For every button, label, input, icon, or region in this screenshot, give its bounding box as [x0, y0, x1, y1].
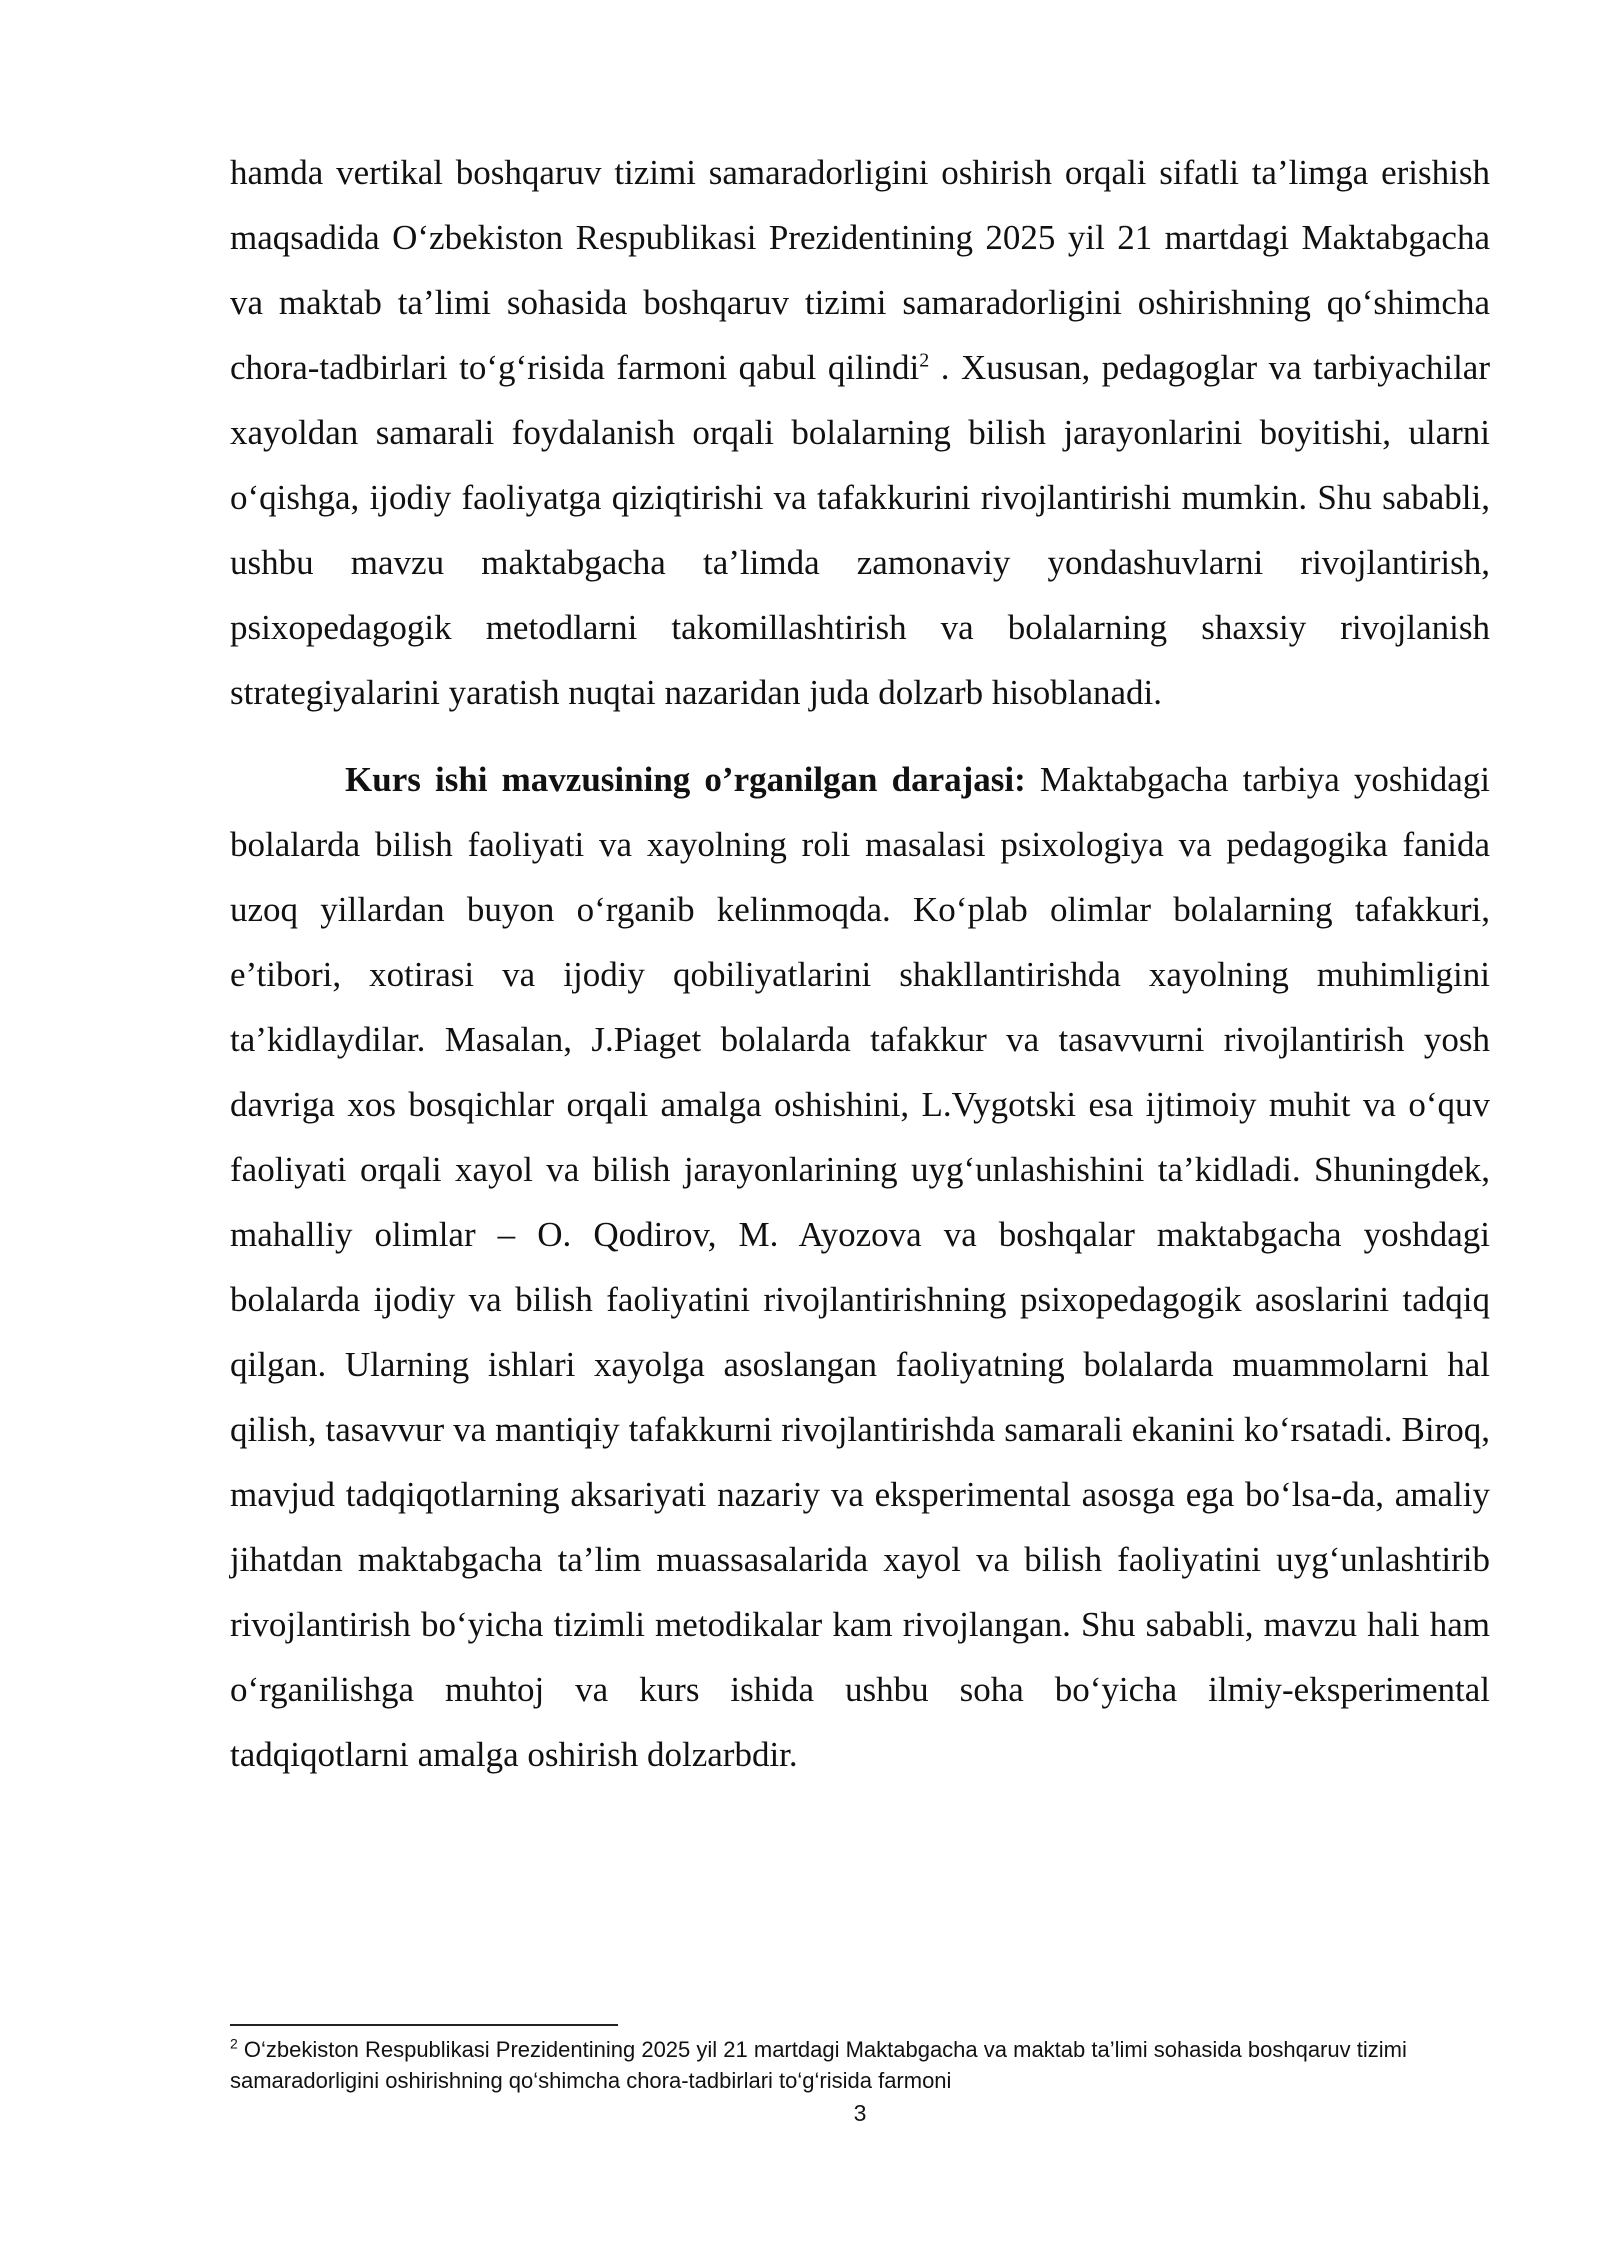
- footnote-reference[interactable]: 2: [919, 349, 930, 372]
- page-body: [230, 140, 1490, 1787]
- paragraph-study-level: [230, 747, 1490, 1787]
- footnote-separator: [230, 2024, 618, 2026]
- page-number: 3: [853, 2100, 867, 2126]
- footnote: [230, 2034, 1500, 2096]
- paragraph-1-text-after: . Xususan, pedagoglar va tarbiyachilar xayoldan samarali foydalanish orqali bolalarning bilish jarayonlarini boyitishi, ularni o‘qishga, ijodiy faoliyatga qiziqtirishi va tafakkurini rivojlantirishi mumkin. Shu sababli, ushbu mavzu maktabgacha ta’limda zamonaviy yondashuvlarni rivojlantirish, psixopedagogik metodlarni takomillashtirish va bolalarning shaxsiy rivojlanish strategiyalarini yaratish nuqtai nazaridan juda dolzarb hisoblanadi.: [230, 348, 1490, 712]
- paragraph-2-text: Maktabgacha tarbiya yoshidagi bolalarda bilish faoliyati va xayolning roli masalasi psixologiya va pedagogika fanida uzoq yillardan buyon o‘rganib kelinmoqda. Ko‘plab olimlar bolalarning tafakkuri, e’tibori, xotirasi va ijodiy qobiliyatlarini shakllantirishda xayolning muhimligini ta’kidlaydilar. Masalan, J.Piaget bolalarda tafakkur va tasavvurni rivojlantirish yosh davriga xos bosqichlar orqali amalga oshishini, L.Vygotski esa ijtimoiy muhit va o‘quv faoliyati orqali xayol va bilish jarayonlarining uyg‘unlashishini ta’kidladi. Shuningdek, mahalliy olimlar – O. Qodirov, M. Ayozova va boshqalar maktabgacha yoshdagi bolalarda ijodiy va bilish faoliyatini rivojlantirishning psixopedagogik asoslarini tadqiq qilgan. Ularning ishlari xayolga asoslangan faoliyatning bolalarda muammolarni hal qilish, tasavvur va mantiqiy tafakkurni rivojlantirishda samarali ekanini ko‘rsatadi. Biroq, mavjud tadqiqotlarning aksariyati nazariy va eksperimental asosga ega bo‘lsa-da, amaliy jihatdan maktabgacha ta’lim muassasalarida xayol va bilish faoliyatini uyg‘unlashtirib rivojlantirish bo‘yicha tizimli metodikalar kam rivojlangan. Shu sababli, mavzu hali ham o‘rganilishga muhtoj va kurs ishida ushbu soha bo‘yicha ilmiy-eksperimental tadqiqotlarni amalga oshirish dolzarbdir.: [230, 760, 1490, 1774]
- footnote-number: 2: [230, 2035, 238, 2052]
- section-lead-heading: Kurs ishi mavzusining o’rganilgan darajasi:: [345, 760, 1026, 799]
- paragraph-continuation: [230, 140, 1490, 725]
- footnote-text: O‘zbekiston Respublikasi Prezidentining 2025 yil 21 martdagi Maktabgacha va maktab ta’limi sohasida boshqaruv tizimi samaradorligini oshirishning qo‘shimcha chora-tadbirlari to‘g‘risida farmoni: [230, 2037, 1407, 2093]
- paragraph-1-text: hamda vertikal boshqaruv tizimi samaradorligini oshirish orqali sifatli ta’limga erishish maqsadida O‘zbekiston Respublikasi Prezidentining 2025 yil 21 martdagi Maktabgacha va maktab ta’limi sohasida boshqaruv tizimi samaradorligini oshirishning qo‘shimcha chora-tadbirlari to‘g‘risida farmoni qabul qilindi: [230, 153, 1490, 387]
